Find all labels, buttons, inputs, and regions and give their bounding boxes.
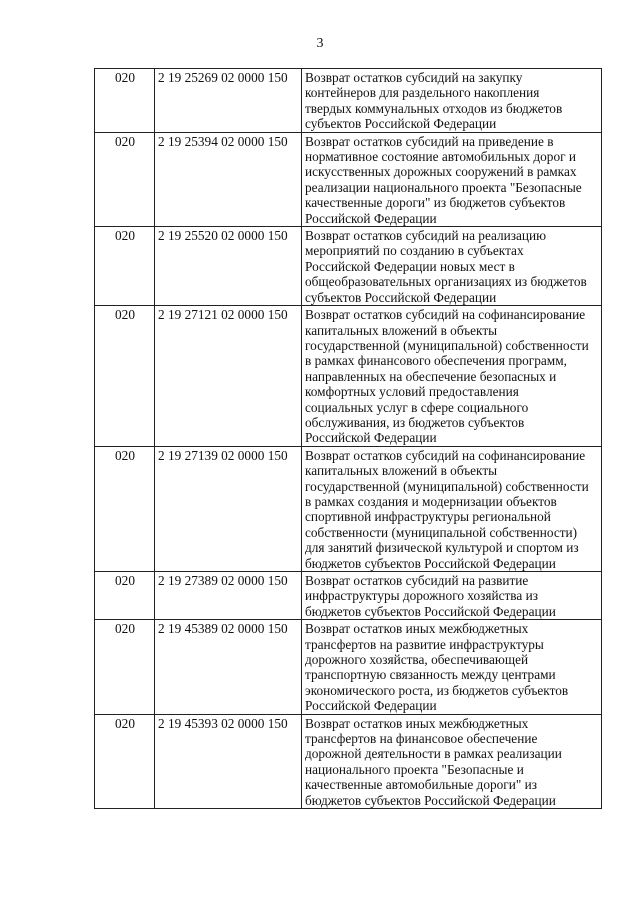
revenue-name-line: капитальных вложений в объекты [305,463,498,479]
revenue-name-line: искусственных дорожных сооружений в рамках [305,164,577,180]
revenue-name-cell [302,572,602,620]
revenue-name-line: комфортных условий предоставления [305,384,519,400]
revenue-name-line: бюджетов субъектов Российской Федерации [305,555,556,571]
budget-code-cell: 2 19 27389 02 0000 150 [155,572,302,620]
revenue-name-line: Возврат остатков субсидий на закупку [305,70,523,85]
revenue-name-line: Возврат остатков иных межбюджетных [305,621,529,637]
revenue-name-line: контейнеров для раздельного накопления [305,85,540,101]
revenue-name-line: обслуживания, из бюджетов субъектов [305,414,525,430]
admin-code-cell: 020 [95,620,155,714]
revenue-name-line: общеобразовательных организациях из бюджетов [305,274,587,290]
revenue-name-cell [302,227,602,306]
revenue-name-line: транспортную связанность между центрами [305,667,556,683]
revenue-name-line: твердых коммунальных отходов из бюджетов [305,100,563,116]
budget-code-cell: 2 19 27121 02 0000 150 [155,306,302,447]
admin-code-cell: 020 [95,227,155,306]
table-row [95,306,602,447]
budget-code-cell: 2 19 27139 02 0000 150 [155,446,302,571]
table-row [95,446,602,571]
revenue-name-line: качественные автомобильные дороги" из [305,777,537,793]
revenue-name-line: направленных на обеспечение безопасных и [305,368,557,384]
revenue-name-line: национального проекта "Безопасные и [305,761,524,777]
revenue-name-line: нормативное состояние автомобильных дорог и [305,149,576,165]
revenue-name-cell [302,306,602,447]
page-number: 3 [316,36,324,51]
revenue-name-line: дорожного хозяйства, обеспечивающей [305,652,529,668]
revenue-name-line: для занятий физической культурой и спортом из [305,540,579,556]
revenue-name-line: Возврат остатков субсидий на софинансирование [305,307,586,323]
revenue-name-line: дорожной деятельности в рамках реализации [305,746,562,762]
revenue-name-line: спортивной инфраструктуры региональной [305,509,551,525]
table-row [95,227,602,306]
revenue-name-line: государственной (муниципальной) собственности [305,478,589,494]
budget-code-cell: 2 19 25520 02 0000 150 [155,227,302,306]
budget-classification-table [94,68,602,809]
table-row [95,620,602,714]
admin-code-cell: 020 [95,69,155,133]
revenue-name-line: бюджетов субъектов Российской Федерации [305,603,556,619]
admin-code-cell: 020 [95,446,155,571]
revenue-name-line: Возврат остатков субсидий на развитие [305,573,529,588]
revenue-name-line: Возврат остатков иных межбюджетных [305,715,529,731]
revenue-name-line: трансфертов на финансовое обеспечение [305,731,538,747]
revenue-name-line: Возврат остатков субсидий на софинансирование [305,447,586,463]
budget-code-cell: 2 19 45389 02 0000 150 [155,620,302,714]
revenue-name-line: мероприятий по созданию в субъектах [305,243,524,259]
revenue-name-line: государственной (муниципальной) собственности [305,337,589,353]
table-body [95,69,602,809]
budget-code-cell: 2 19 45393 02 0000 150 [155,714,302,808]
table-row [95,132,602,226]
revenue-name-line: собственности (муниципальной собственности) [305,524,578,540]
revenue-name-cell [302,620,602,714]
revenue-name-line: субъектов Российской Федерации [305,289,497,305]
budget-code-cell: 2 19 25269 02 0000 150 [155,69,302,133]
revenue-name-cell [302,132,602,226]
budget-code-cell: 2 19 25394 02 0000 150 [155,132,302,226]
revenue-name-cell [302,446,602,571]
revenue-name-line: субъектов Российской Федерации [305,116,497,132]
revenue-name-line: реализации национального проекта "Безопасные [305,179,582,195]
revenue-name-line: экономического роста, из бюджетов субъектов [305,682,569,698]
revenue-name-line: в рамках создания и модернизации объектов [305,493,557,509]
revenue-name-line: Возврат остатков субсидий на реализацию [305,228,547,244]
revenue-name-line: инфраструктуры дорожного хозяйства из [305,588,538,604]
table-row [95,714,602,808]
revenue-name-line: трансфертов на развитие инфраструктуры [305,636,544,652]
revenue-name-line: Российской Федерации [305,210,437,226]
revenue-name-line: Возврат остатков субсидий на приведение в [305,133,554,149]
revenue-name-line: в рамках финансового обеспечения программ, [305,353,567,369]
revenue-name-line: капитальных вложений в объекты [305,322,498,338]
revenue-name-line: бюджетов субъектов Российской Федерации [305,792,556,808]
revenue-name-cell [302,69,602,133]
revenue-name-line: Российской Федерации [305,430,437,446]
admin-code-cell: 020 [95,132,155,226]
revenue-name-cell [302,714,602,808]
revenue-name-line: социальных услуг в сфере социального [305,399,529,415]
table-row [95,69,602,133]
revenue-name-line: Российской Федерации [305,698,437,714]
admin-code-cell: 020 [95,306,155,447]
revenue-name-line: Российской Федерации новых мест в [305,258,515,274]
revenue-name-line: качественные дороги" из бюджетов субъектов [305,195,566,211]
admin-code-cell: 020 [95,714,155,808]
table-row [95,572,602,620]
admin-code-cell: 020 [95,572,155,620]
